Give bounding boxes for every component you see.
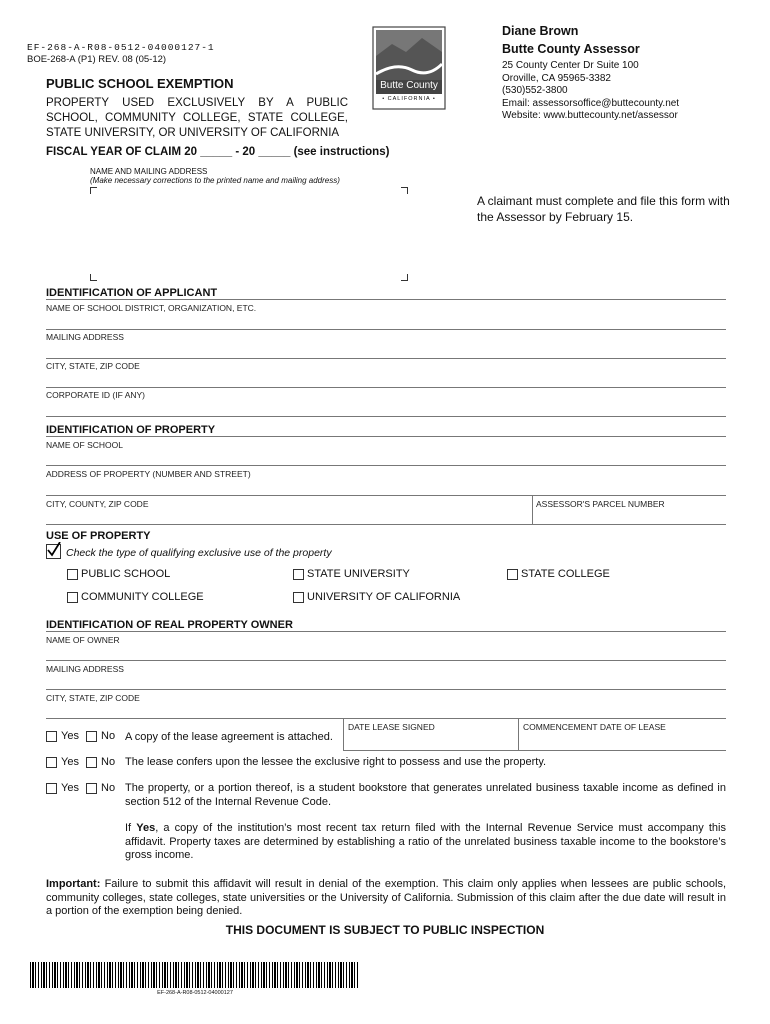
commencement-date-label: COMMENCEMENT DATE OF LEASE [523,722,666,732]
university-of-california-checkbox[interactable] [293,592,304,603]
applicant-mailing-label: MAILING ADDRESS [46,332,124,342]
use-instruction: Check the type of qualifying exclusive use of the property [66,547,332,559]
q3-yes-label: Yes [61,782,79,794]
corner-mark [401,274,408,281]
divider [46,416,726,417]
q2-text: The lease confers upon the lessee the exclusive right to possess and use the property. [125,756,547,768]
applicant-heading: IDENTIFICATION OF APPLICANT [46,287,218,299]
school-name-label: NAME OF SCHOOL [46,440,123,450]
divider [46,436,726,437]
barcode [30,962,360,988]
q3-yes-checkbox[interactable] [46,783,57,794]
mailing-label: NAME AND MAILING ADDRESS [90,167,208,176]
date-lease-signed-label: DATE LEASE SIGNED [348,722,435,732]
school-district-label: NAME OF SCHOOL DISTRICT, ORGANIZATION, ETC. [46,303,257,313]
divider [46,524,726,525]
divider [46,689,726,690]
divider [46,465,726,466]
owner-name-input[interactable] [46,645,726,660]
q1-no-checkbox[interactable] [86,731,97,742]
university-of-california-label: UNIVERSITY OF CALIFORNIA [307,591,461,603]
assessor-address-1: 25 County Center Dr Suite 100 [502,60,639,71]
assessor-website: Website: www.buttecounty.net/assessor [502,110,678,121]
divider [46,495,726,496]
corporate-id-label: CORPORATE ID (IF ANY) [46,390,146,400]
q3-no-checkbox[interactable] [86,783,97,794]
school-name-input[interactable] [46,450,726,465]
public-school-label: PUBLIC SCHOOL [81,568,171,580]
divider [46,387,726,388]
property-heading: IDENTIFICATION OF PROPERTY [46,424,216,436]
q1-yes-checkbox[interactable] [46,731,57,742]
property-city-label: CITY, COUNTY, ZIP CODE [46,499,149,509]
applicant-mailing-input[interactable] [46,342,726,357]
bookstore-note [125,822,726,863]
q2-yes-label: Yes [61,756,79,768]
fiscal-year: FISCAL YEAR OF CLAIM 20 _____ - 20 _____ (see instructions) [46,146,390,158]
parcel-number-input[interactable] [536,509,726,523]
barcode-text: EF-268-A-R08-0512-04000127 [157,990,233,996]
property-city-input[interactable] [46,509,530,523]
property-address-label: ADDRESS OF PROPERTY (NUMBER AND STREET) [46,469,251,479]
divider [46,299,726,300]
owner-heading: IDENTIFICATION OF REAL PROPERTY OWNER [46,619,293,631]
q3-text: The property, or a portion thereof, is a student bookstore that generates unrelated business taxable income as defined in section 512 of the Internal Revenue Code. [125,782,726,808]
mailing-address-input[interactable] [92,195,397,271]
assessor-email: Email: assessorsoffice@buttecounty.net [502,97,680,109]
q1-text: A copy of the lease agreement is attached. [125,731,333,743]
community-college-label: COMMUNITY COLLEGE [81,591,204,603]
property-address-input[interactable] [46,479,726,494]
state-university-checkbox[interactable] [293,569,304,580]
owner-mailing-label: MAILING ADDRESS [46,664,124,674]
divider [46,631,726,632]
bookstore-note-text: , a copy of the institution’s most recent tax return filed with the Internal Revenue Service must accompany this affidavit. Property taxes are determined by establishing a ratio of the unrelated business taxable income to the bookstore’s gross income. [125,822,726,861]
mailing-note: (Make necessary corrections to the printed name and mailing address) [90,176,340,185]
if-text: If [125,822,132,834]
q3-no-label: No [101,782,116,794]
important-notice [46,878,726,919]
divider [46,358,726,359]
divider [518,718,519,750]
form-subtitle: PROPERTY USED EXCLUSIVELY BY A PUBLIC SCHOOL, COMMUNITY COLLEGE, STATE COLLEGE, STATE UNIVERSITY, OR UNIVERSITY OF CALIFORNIA [46,97,348,139]
applicant-city-input[interactable] [46,371,726,386]
q2-yes-checkbox[interactable] [46,757,57,768]
corner-mark [90,187,97,194]
form-revision: BOE-268-A (P1) REV. 08 (05-12) [27,54,167,65]
logo-name: Butte County [380,80,438,91]
corporate-id-input[interactable] [46,400,726,415]
owner-city-input[interactable] [46,703,726,718]
corner-mark [401,187,408,194]
divider [46,329,726,330]
assessor-title: Butte County Assessor [502,42,640,56]
q1-no-label: No [101,730,116,742]
community-college-checkbox[interactable] [67,592,78,603]
owner-mailing-input[interactable] [46,674,726,689]
divider [46,718,726,719]
important-label: Important: [46,878,101,890]
divider [46,660,726,661]
state-college-checkbox[interactable] [507,569,518,580]
applicant-city-label: CITY, STATE, ZIP CODE [46,361,140,371]
public-inspection-notice: THIS DOCUMENT IS SUBJECT TO PUBLIC INSPECTION [225,923,545,937]
form-code: EF-268-A-R08-0512-04000127-1 [27,42,215,53]
divider [343,750,726,751]
q2-no-label: No [101,756,116,768]
q2-no-checkbox[interactable] [86,757,97,768]
use-heading: USE OF PROPERTY [46,530,151,542]
divider [532,495,533,524]
filing-notice: A claimant must complete and file this form with the Assessor by February 15. [477,194,730,224]
logo-state: • CALIFORNIA • [382,96,436,102]
date-lease-signed-input[interactable] [348,732,514,748]
yes-emphasis: Yes [136,822,156,834]
parcel-number-label: ASSESSOR'S PARCEL NUMBER [536,499,665,509]
owner-name-label: NAME OF OWNER [46,635,120,645]
public-school-checkbox[interactable] [67,569,78,580]
school-district-input[interactable] [46,313,726,328]
commencement-date-input[interactable] [523,732,726,748]
corner-mark [90,274,97,281]
form-title: PUBLIC SCHOOL EXEMPTION [46,76,234,91]
divider [343,718,344,750]
assessor-contact [502,60,679,123]
owner-city-label: CITY, STATE, ZIP CODE [46,693,140,703]
assessor-name: Diane Brown [502,24,579,38]
assessor-phone: (530)552-3800 [502,85,568,96]
assessor-address-2: Oroville, CA 95965-3382 [502,72,611,84]
state-college-label: STATE COLLEGE [521,568,610,580]
butte-county-logo [372,26,446,110]
important-text: Failure to submit this affidavit will result in denial of the exemption. This claim only applies when lessees are public schools, community colleges, state colleges, state universities or the University of California. Submission of this claim after the due date will result in a portion of the exemption being denied. [46,878,727,917]
check-icon [46,544,61,559]
q1-yes-label: Yes [61,730,79,742]
state-university-label: STATE UNIVERSITY [307,568,410,580]
